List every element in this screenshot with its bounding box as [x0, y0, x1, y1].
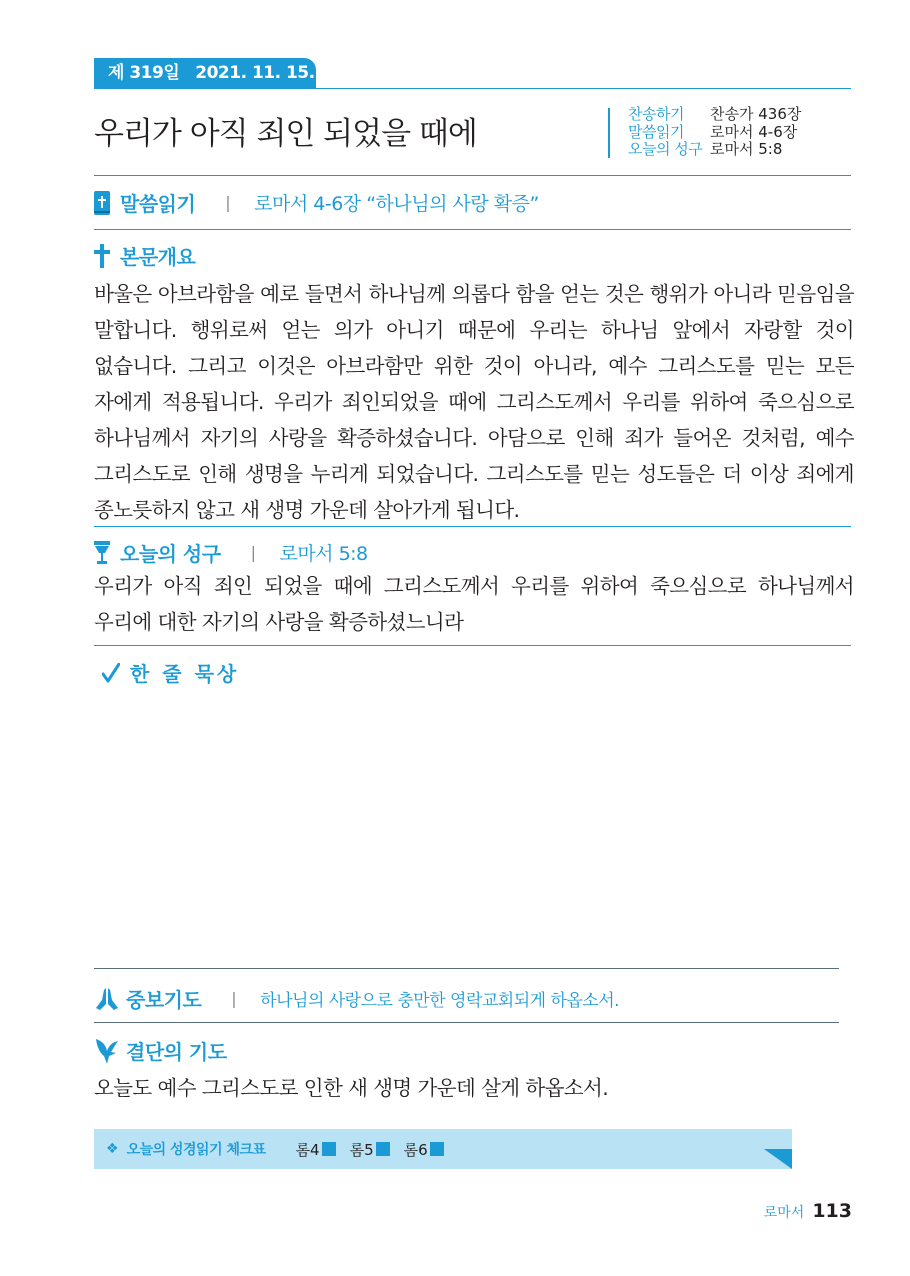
dove-icon — [94, 1037, 120, 1065]
checklist-item[interactable] — [296, 1139, 336, 1160]
chalice-icon — [94, 541, 110, 565]
page-footer — [764, 1200, 852, 1222]
info-label: 말씀읽기 — [628, 122, 684, 141]
praying-hands-icon — [94, 986, 120, 1012]
diamond-icon: ❖ — [106, 1141, 119, 1157]
section-rule — [94, 645, 851, 646]
summary-section-heading — [94, 241, 195, 270]
reading-subtitle: 로마서 4-6장 “하나님의 사랑 확증” — [254, 193, 539, 215]
checklist-item-label: 롬6 — [403, 1140, 428, 1159]
checklist-item-label: 롬5 — [349, 1140, 374, 1159]
meditation-writing-area[interactable] — [94, 692, 839, 962]
page-number: 113 — [812, 1200, 852, 1222]
cross-icon — [94, 244, 110, 268]
checklist-item-label: 롬4 — [295, 1140, 320, 1159]
info-value: 로마서 5:8 — [710, 140, 783, 158]
info-row-hymn — [628, 106, 801, 124]
intercession-title: 중보기도 — [126, 988, 202, 1012]
info-label: 오늘의 성구 — [628, 140, 703, 158]
info-value: 찬송가 436장 — [710, 105, 802, 123]
day-date-tab — [94, 58, 316, 113]
verse-text: 우리가 아직 죄인 되었을 때에 그리스도께서 우리를 위하여 죽으심으로 하나님께서 우리에 대한 자기의 사랑을 확증하셨느니라 — [94, 574, 854, 634]
resolution-section-heading — [94, 1036, 227, 1065]
reading-title: 말씀읽기 — [120, 192, 196, 216]
section-rule — [94, 175, 851, 176]
section-rule — [94, 526, 851, 527]
resolution-text: 오늘도 예수 그리스도로 인한 새 생명 가운데 살게 하옵소서. — [94, 1076, 609, 1100]
summary-text: 바울은 아브라함을 예로 들면서 하나님께 의롭다 함을 얻는 것은 행위가 아니라 믿음임을 말합니다. 행위로써 얻는 의가 아니기 때문에 우리는 하나님 앞에서 자랑할 것이 없습니다. 그리고 이것은 아브라함만 위한 것이 아니라, 예수 그리스도를 믿는 모든 자에게 적용됩니다. 우리가 죄인되었을 때에 그리스도께서 우리를 위하여 죽으심으로 하나님께서 자기의 사랑을 확증하셨습니다. 아담으로 인해 죄가 들어온 것처럼, 예수 그리스도로 인해 생명을 누리게 되었습니다. 그리스도를 믿는 성도들은 더 이상 죄에게 종노릇하지 않고 새 생명 가운데 살아가게 됩니다. — [94, 282, 854, 522]
checklist-item[interactable] — [350, 1139, 390, 1160]
info-value: 로마서 4-6장 — [710, 122, 798, 141]
daily-info — [628, 106, 801, 159]
reading-checklist — [94, 1129, 792, 1169]
meditation-title: 한 줄 묵상 — [130, 662, 240, 686]
summary-title: 본문개요 — [120, 245, 196, 269]
resolution-title: 결단의 기도 — [126, 1040, 227, 1064]
bible-icon — [94, 191, 110, 215]
checklist-item[interactable] — [404, 1139, 444, 1160]
info-divider — [608, 108, 610, 158]
day-label: 제 319일 — [108, 63, 180, 83]
date-label: 2021. 11. 15. 월 — [108, 63, 315, 113]
info-label: 찬송하기 — [628, 105, 684, 123]
separator: | — [250, 543, 256, 562]
checklist-title: 오늘의 성경읽기 체크표 — [126, 1142, 266, 1158]
page-title: 우리가 아직 죄인 되었을 때에 — [94, 116, 477, 152]
section-rule — [94, 968, 839, 969]
verse-reference: 로마서 5:8 — [279, 543, 368, 565]
reading-section-heading — [94, 188, 539, 217]
separator: | — [225, 193, 231, 212]
section-rule — [94, 229, 851, 230]
checkmark-icon — [102, 663, 120, 683]
separator: | — [231, 989, 237, 1008]
verse-section-heading — [94, 538, 368, 567]
meditation-section-heading — [102, 658, 239, 687]
verse-title: 오늘의 성구 — [120, 542, 221, 566]
checkbox[interactable] — [430, 1142, 444, 1156]
info-row-reading — [628, 124, 801, 142]
footer-book-name: 로마서 — [763, 1205, 805, 1221]
checkbox[interactable] — [322, 1142, 336, 1156]
intercession-section-heading — [94, 984, 619, 1013]
info-row-verse — [628, 141, 801, 159]
header-rule — [94, 88, 851, 89]
page-curl-icon — [764, 1149, 792, 1169]
section-rule — [94, 1022, 839, 1023]
checkbox[interactable] — [376, 1142, 390, 1156]
intercession-text: 하나님의 사랑으로 충만한 영락교회되게 하옵소서. — [260, 991, 620, 1011]
